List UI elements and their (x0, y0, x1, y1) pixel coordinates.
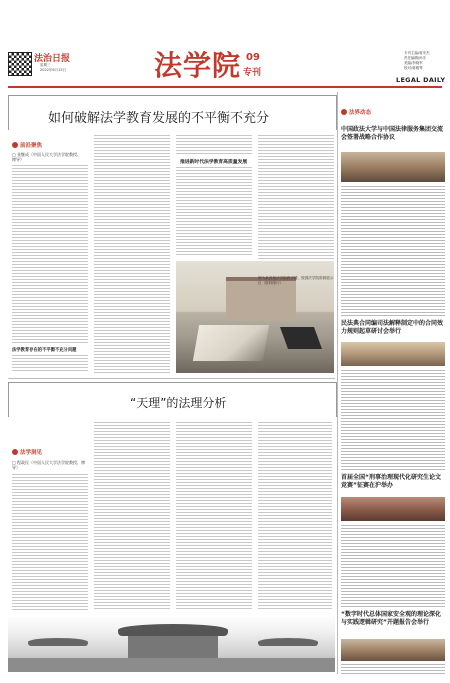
news-photo (341, 152, 445, 182)
article-title: “天理”的法理分析 (130, 396, 227, 410)
wall-base (8, 658, 335, 672)
tag-icon (341, 109, 347, 115)
news-photo (341, 342, 445, 366)
masthead-rule (8, 86, 442, 88)
author-line: □ 张继成（中国人民大学法学院教授、博导） (12, 152, 82, 162)
news-photo (341, 497, 445, 521)
tag-icon (12, 449, 18, 455)
english-name: LEGAL DAILY (396, 76, 446, 84)
paper-logo: 法治日报 (34, 54, 71, 64)
body-text (94, 135, 170, 373)
news-headline: 中国政法大学与中国法律服务集团交流会签署战略合作协议 (341, 126, 444, 141)
sub-heading: 法学教育存在的不平衡不充分问题 (12, 348, 77, 353)
news-photo (341, 639, 445, 661)
editor-credit: 责任编辑/孙冬 (404, 56, 427, 60)
body-text (12, 474, 88, 610)
news-headline: 首届全国“刑事治理现代化研究生论文竞赛”征赛在沪举办 (341, 474, 441, 489)
body-text (12, 165, 88, 343)
article-title: 如何破解法学教育发展的不平衡不充分 (48, 111, 270, 126)
ancient-building-illustration (8, 614, 335, 672)
tag-icon (12, 142, 18, 148)
page-number: 09 (246, 52, 260, 63)
main-article (8, 95, 335, 375)
body-text (12, 355, 88, 373)
body-text (176, 422, 252, 610)
editor-credits (404, 51, 448, 71)
author-line: □ 程政民（中国人民大学法学院教授、博导） (12, 460, 86, 470)
roof-shape (258, 638, 318, 646)
column-tag: 前沿聚焦 (12, 141, 42, 149)
editor-credit: 美编/李晓军 (404, 61, 423, 65)
graduation-cap (280, 327, 322, 349)
body-text (341, 664, 445, 674)
column-rule (337, 92, 338, 674)
issue-date-line1: 星期三 (40, 63, 51, 67)
body-text (258, 422, 332, 610)
qr-code (8, 52, 32, 76)
photo-caption: 图为某高校法学院教学楼，校园法学院资源展示区（资料图片） (258, 276, 334, 285)
news-headline: 民法典合同编司法解释制定中的合同效力规则起草研讨会举行 (341, 320, 444, 335)
body-text (176, 167, 252, 257)
books-stack (193, 325, 269, 361)
roof-shape (28, 638, 88, 646)
body-text (176, 135, 252, 155)
editor-credit: 校对/蒋雅琴 (404, 66, 423, 70)
editor-credit: 专刊主编/蒋安杰 (404, 51, 430, 55)
second-article (8, 382, 335, 674)
issue-date-line2: 2022年6月15日 (40, 68, 67, 72)
column-tag: 法学洞见 (12, 448, 42, 456)
section-title: 法学院 (154, 49, 242, 82)
news-headline: “数字时代总体国家安全观的理论深化与实践逻辑研究”开题报告会举行 (341, 611, 441, 626)
body-text (258, 135, 334, 273)
news-column (341, 92, 445, 676)
body-text (341, 370, 445, 470)
body-text (341, 525, 445, 609)
divider (8, 378, 335, 379)
body-text (341, 186, 445, 316)
inset-heading: 推进新时代法学教育高质量发展 (180, 160, 248, 165)
column-tag: 法界动态 (341, 108, 371, 116)
body-text (94, 422, 170, 610)
roof-shape (118, 624, 228, 636)
page-label: 专刊 (243, 68, 262, 78)
